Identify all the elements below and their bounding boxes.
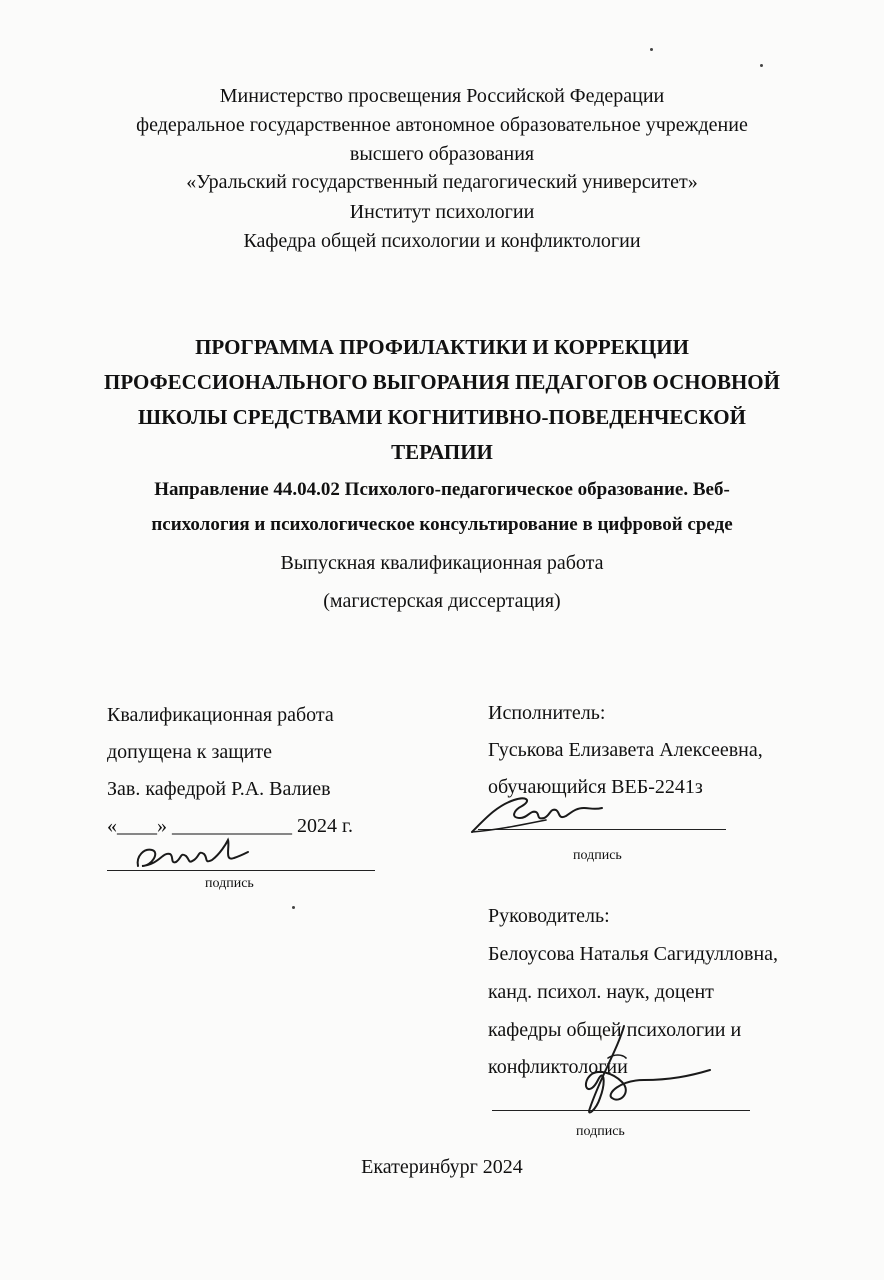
direction-line-1: Направление 44.04.02 Психолого-педагогическое образование. Веб- — [154, 479, 730, 500]
supervisor-signature-caption: подпись — [576, 1124, 625, 1139]
supervisor-degree: канд. психол. наук, доцент — [488, 981, 714, 1003]
scan-speck — [650, 48, 653, 51]
institution-line-1: федеральное государственное автономное образовательное учреждение — [136, 114, 748, 136]
institution-line-2: высшего образования — [349, 143, 535, 165]
executor-name: Гуськова Елизавета Алексеевна, — [488, 739, 763, 761]
ministry-line: Министерство просвещения Российской Федерации — [219, 85, 665, 107]
executor-signature-caption: подпись — [573, 848, 622, 863]
work-type-line-2: (магистерская диссертация) — [323, 590, 561, 612]
executor-signature — [466, 790, 606, 838]
supervisor-department-1: кафедры общей психологии и — [488, 1019, 742, 1041]
admission-line-2: допущена к защите — [107, 741, 272, 763]
executor-label: Исполнитель: — [488, 702, 606, 724]
title-line-1: ПРОГРАММА ПРОФИЛАКТИКИ И КОРРЕКЦИИ — [195, 335, 689, 359]
executor-group: обучающийся ВЕБ-2241з — [488, 776, 703, 798]
title-line-2: ПРОФЕССИОНАЛЬНОГО ВЫГОРАНИЯ ПЕДАГОГОВ ОСНОВНОЙ — [104, 370, 780, 394]
institute-line: Институт психологии — [349, 201, 535, 223]
admission-date: «____» ____________ 2024 г. — [107, 815, 353, 837]
work-type-line-1: Выпускная квалификационная работа — [280, 552, 604, 574]
city-year: Екатеринбург 2024 — [361, 1156, 523, 1178]
title-line-4: ТЕРАПИИ — [391, 440, 493, 464]
supervisor-name: Белоусова Наталья Сагидулловна, — [488, 943, 779, 965]
scan-speck — [292, 906, 295, 909]
head-signature-caption: подпись — [205, 876, 254, 891]
title-line-3: ШКОЛЫ СРЕДСТВАМИ КОГНИТИВНО-ПОВЕДЕНЧЕСКОЙ — [138, 405, 746, 429]
department-line: Кафедра общей психологии и конфликтологии — [243, 230, 641, 252]
university-line: «Уральский государственный педагогический университет» — [186, 171, 698, 193]
scan-speck — [760, 64, 763, 67]
supervisor-department-2: конфликтологии — [488, 1056, 628, 1078]
head-signature — [130, 836, 250, 876]
supervisor-label: Руководитель: — [488, 905, 610, 927]
admission-line-1: Квалификационная работа — [107, 704, 334, 726]
head-of-department: Зав. кафедрой Р.А. Валиев — [107, 778, 331, 800]
supervisor-signature — [560, 1018, 720, 1128]
direction-line-2: психология и психологическое консультирование в цифровой среде — [151, 514, 733, 535]
